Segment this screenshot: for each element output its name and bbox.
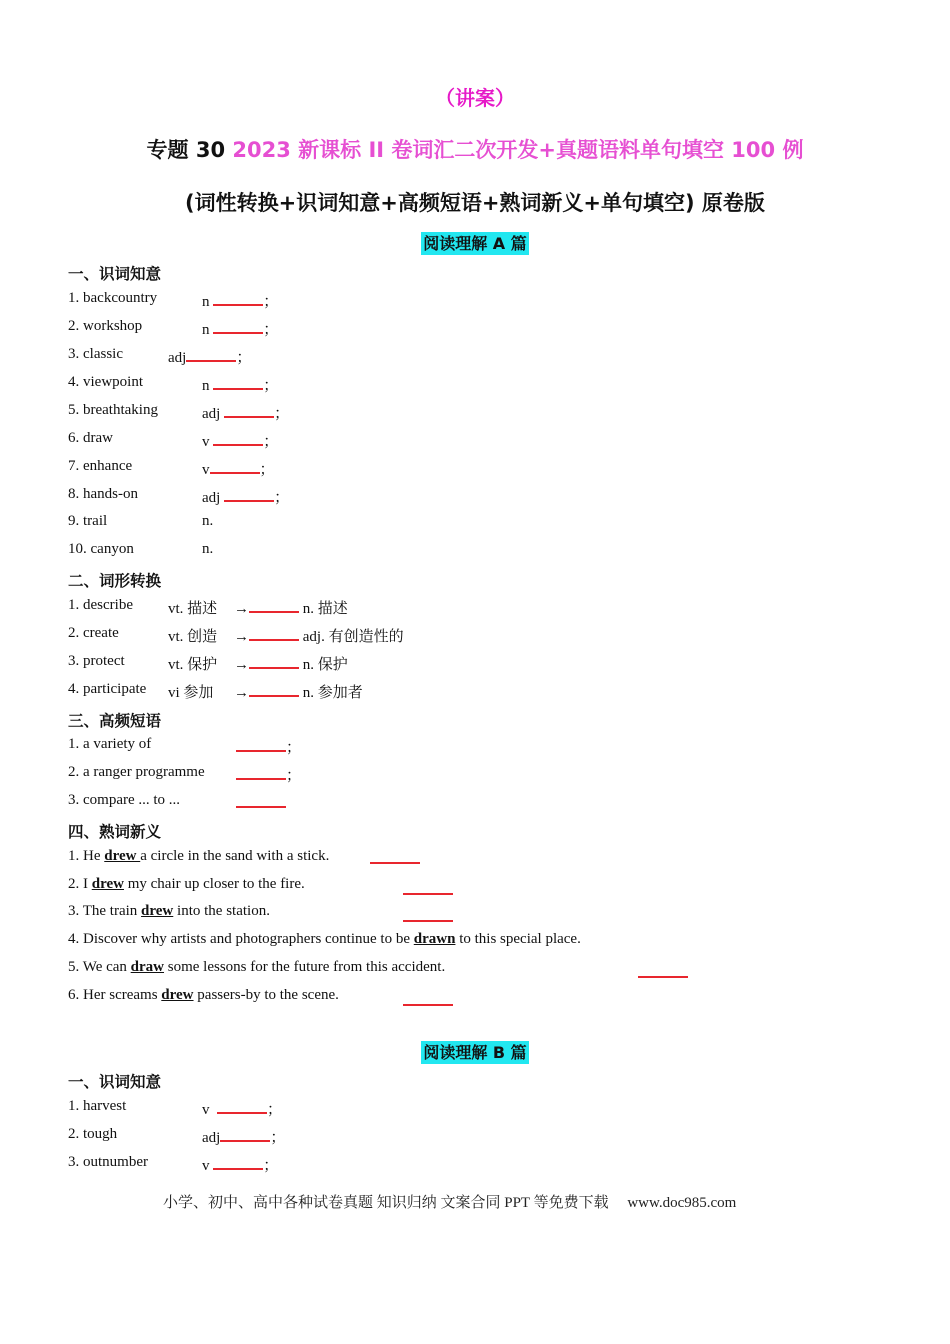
footer-text: 小学、初中、高中各种试卷真题 知识归纳 文案合同 PPT 等免费下载: [163, 1195, 609, 1211]
arrow-icon: →: [234, 629, 249, 645]
passage-a-banner: [0, 231, 950, 254]
item-number: 4.: [68, 931, 80, 947]
answer-blank[interactable]: [213, 430, 263, 446]
item-word: backcountry: [83, 290, 158, 306]
item-number: 3.: [68, 903, 80, 919]
item-pos: adj: [202, 406, 221, 422]
page-footer: [163, 1191, 736, 1212]
item-word: workshop: [83, 318, 143, 334]
lecture-tag: （讲案）: [435, 86, 515, 110]
item-number: 1.: [68, 290, 80, 306]
item-number: 2.: [68, 1126, 80, 1142]
item-number: 4.: [68, 374, 80, 390]
item-pos-row: [202, 374, 278, 395]
list-item: [68, 987, 339, 1004]
answer-blank[interactable]: [224, 402, 274, 418]
answer-blank[interactable]: [213, 374, 263, 390]
item-word: hands-on: [83, 486, 138, 502]
list-item: [68, 681, 146, 698]
item-pos: vt. 保护: [168, 657, 218, 673]
item-pos-row: [202, 430, 278, 451]
item-word: tough: [83, 1126, 118, 1142]
item-word: draw: [83, 430, 113, 446]
item-tail: ；: [286, 740, 302, 756]
item-number: 5.: [68, 959, 80, 975]
target-verb: drew: [104, 848, 141, 864]
sentence-pre: I: [83, 876, 92, 892]
answer-blank[interactable]: [213, 1154, 263, 1170]
list-item: [68, 486, 138, 503]
list-item: [68, 848, 329, 865]
list-item: [68, 290, 157, 307]
list-item: [68, 903, 270, 920]
item-pos: v: [202, 1158, 210, 1174]
answer-blank[interactable]: [249, 597, 299, 613]
section-title: 一、识词知意: [68, 265, 162, 283]
list-item: [68, 541, 134, 558]
item-tail: ；: [263, 294, 279, 310]
item-number: 2.: [68, 318, 80, 334]
sentence-blank-cell: [638, 962, 688, 983]
item-number: 6.: [68, 430, 80, 446]
list-item: [68, 764, 205, 781]
item-pos: n: [202, 322, 210, 338]
section-title: 四、熟词新义: [68, 823, 162, 841]
item-number: 3.: [68, 1154, 80, 1170]
target-verb: drawn: [413, 931, 456, 947]
item-word: harvest: [83, 1098, 127, 1114]
list-item: [68, 430, 113, 447]
item-pos: adj: [202, 490, 221, 506]
sentence-post: into the station.: [173, 903, 270, 919]
item-pos: v: [202, 434, 210, 450]
item-pos: vt. 描述: [168, 601, 218, 617]
list-item: [68, 792, 180, 809]
answer-blank[interactable]: [213, 318, 263, 334]
list-item: [68, 374, 143, 391]
list-item: [68, 959, 445, 976]
item-number: 3.: [68, 346, 80, 362]
sentence-pre: He: [83, 848, 105, 864]
item-pos-row: [202, 458, 275, 479]
list-item: [68, 625, 119, 642]
answer-blank[interactable]: [236, 736, 286, 752]
item-number: 2.: [68, 876, 80, 892]
item-tail: ；: [263, 434, 279, 450]
item-pos: adj: [168, 350, 187, 366]
target-verb: draw: [130, 959, 165, 975]
answer-blank[interactable]: [403, 879, 453, 895]
answer-blank[interactable]: [236, 764, 286, 780]
list-item: [68, 597, 133, 614]
passage-a-banner-text: 阅读理解 A 篇: [423, 234, 527, 253]
item-number: 2.: [68, 764, 80, 780]
arrow-icon: →: [234, 685, 249, 701]
item-phrase: compare ... to ...: [83, 792, 181, 808]
target-verb: drew: [141, 903, 174, 919]
item-pos-row: [202, 486, 289, 507]
item-number: 3.: [68, 792, 80, 808]
title-highlight: 2023 新课标 II 卷词汇二次开发+真题语料单句填空 100 例: [232, 138, 804, 162]
answer-blank[interactable]: [217, 1098, 267, 1114]
list-item: [68, 1154, 148, 1171]
item-tail: ；: [259, 462, 275, 478]
item-number: 4.: [68, 681, 80, 697]
list-item: [68, 318, 142, 335]
item-pos: vt. 创造: [168, 629, 218, 645]
answer-blank[interactable]: [249, 681, 299, 697]
phrase-answer: [236, 764, 301, 785]
sentence-pre: Her screams: [83, 987, 162, 1003]
sentence-post: some lessons for the future from this accident.: [164, 959, 446, 975]
item-word: participate: [83, 681, 147, 697]
target-verb: drew: [161, 987, 194, 1003]
item-pos: v: [202, 462, 210, 478]
sentence-blank-cell: [403, 879, 453, 900]
answer-blank[interactable]: [249, 625, 299, 641]
answer-blank[interactable]: [236, 792, 286, 808]
conversion-answer: [234, 681, 363, 702]
passage-b-banner: [0, 1040, 950, 1063]
answer-blank[interactable]: [210, 458, 260, 474]
conversion-answer: [234, 653, 348, 674]
item-number: 2.: [68, 625, 80, 641]
item-target: adj. 有创造性的: [302, 629, 404, 645]
item-number: 8.: [68, 486, 80, 502]
item-pos-row: [202, 290, 278, 311]
list-item: [68, 876, 305, 893]
item-pos-row: [202, 318, 278, 339]
list-item: [68, 346, 123, 363]
sentence-pre: Discover why artists and photographers continue to be: [83, 931, 414, 947]
item-tail: ；: [286, 768, 302, 784]
item-word: trail: [83, 513, 108, 529]
item-number: 1.: [68, 597, 80, 613]
conversion-answer: [234, 625, 404, 646]
item-number: 5.: [68, 402, 80, 418]
target-verb: drew: [91, 876, 124, 892]
item-pos-row: [202, 1126, 285, 1147]
item-word: outnumber: [83, 1154, 148, 1170]
item-number: 7.: [68, 458, 80, 474]
phrase-answer: [236, 792, 286, 813]
item-number: 1.: [68, 1098, 80, 1114]
sentence-post: passers-by to the scene.: [193, 987, 339, 1003]
item-pos: n.: [202, 513, 214, 529]
sentence-post: my chair up closer to the fire.: [123, 876, 305, 892]
answer-blank[interactable]: [213, 290, 263, 306]
answer-blank[interactable]: [224, 486, 274, 502]
sentence-pre: The train: [82, 903, 142, 919]
answer-blank[interactable]: [249, 653, 299, 669]
item-number: 10.: [68, 541, 87, 557]
item-tail: ；: [263, 378, 279, 394]
item-pos-row: [202, 1154, 278, 1175]
item-word: create: [83, 625, 119, 641]
sentence-pre: We can: [82, 959, 131, 975]
item-word: breathtaking: [83, 402, 158, 418]
sentence-blank-cell: [370, 848, 420, 869]
item-tail: ；: [263, 322, 279, 338]
list-item: [68, 931, 581, 948]
conversion-answer: [234, 597, 348, 618]
page-title: [0, 134, 950, 164]
sentence-blank-cell: [403, 990, 453, 1011]
answer-blank[interactable]: [403, 990, 453, 1006]
answer-blank[interactable]: [638, 962, 688, 978]
item-number: 1.: [68, 736, 80, 752]
list-item: [68, 513, 107, 530]
answer-blank[interactable]: [370, 848, 420, 864]
footer-link[interactable]: www.doc985.com: [627, 1195, 737, 1211]
item-number: 9.: [68, 513, 80, 529]
list-item: [68, 402, 158, 419]
item-word: enhance: [83, 458, 133, 474]
item-target: n. 参加者: [302, 685, 363, 701]
item-pos: n: [202, 378, 210, 394]
sentence-post: to this special place.: [455, 931, 581, 947]
item-tail: ；: [270, 1130, 286, 1146]
item-tail: ；: [274, 490, 290, 506]
sentence-post: a circle in the sand with a stick.: [140, 848, 330, 864]
item-word: protect: [83, 653, 125, 669]
item-tail: ；: [274, 406, 290, 422]
item-pos: vi 参加: [168, 685, 214, 701]
list-item: [68, 1126, 117, 1143]
passage-b-banner-text: 阅读理解 B 篇: [423, 1043, 527, 1062]
item-pos: n.: [202, 541, 214, 557]
item-tail: ；: [263, 1158, 279, 1174]
item-target: n. 保护: [302, 657, 348, 673]
item-word: viewpoint: [83, 374, 143, 390]
arrow-icon: →: [234, 601, 249, 617]
sentence-blank-cell: [403, 906, 453, 927]
arrow-icon: →: [234, 657, 249, 673]
title-prefix: 专题 30: [146, 138, 233, 162]
list-item: [68, 653, 125, 670]
phrase-answer: [236, 736, 301, 757]
item-phrase: a ranger programme: [83, 764, 205, 780]
item-tail: ；: [267, 1102, 283, 1118]
item-word: classic: [83, 346, 123, 362]
item-pos: v: [202, 1102, 210, 1118]
item-pos-row: [202, 402, 289, 423]
item-pos-row: [202, 1098, 282, 1119]
list-item: [68, 736, 151, 753]
item-number: 1.: [68, 848, 80, 864]
answer-blank[interactable]: [186, 346, 236, 362]
answer-blank[interactable]: [220, 1126, 270, 1142]
page-subtitle: (词性转换+识词知意+高频短语+熟词新义+单句填空) 原卷版: [185, 191, 765, 215]
answer-blank[interactable]: [403, 906, 453, 922]
list-item: [68, 458, 132, 475]
item-pos-row: [168, 346, 251, 367]
item-phrase: a variety of: [83, 736, 152, 752]
item-pos: adj: [202, 1130, 221, 1146]
section-title: 三、高频短语: [68, 712, 162, 730]
section-title: 一、识词知意: [68, 1073, 162, 1091]
list-item: [68, 1098, 126, 1115]
item-word: canyon: [90, 541, 134, 557]
item-target: n. 描述: [302, 601, 348, 617]
item-word: describe: [83, 597, 133, 613]
item-tail: ；: [236, 350, 252, 366]
item-number: 3.: [68, 653, 80, 669]
item-number: 6.: [68, 987, 80, 1003]
item-pos: n: [202, 294, 210, 310]
section-title: 二、词形转换: [68, 572, 162, 590]
